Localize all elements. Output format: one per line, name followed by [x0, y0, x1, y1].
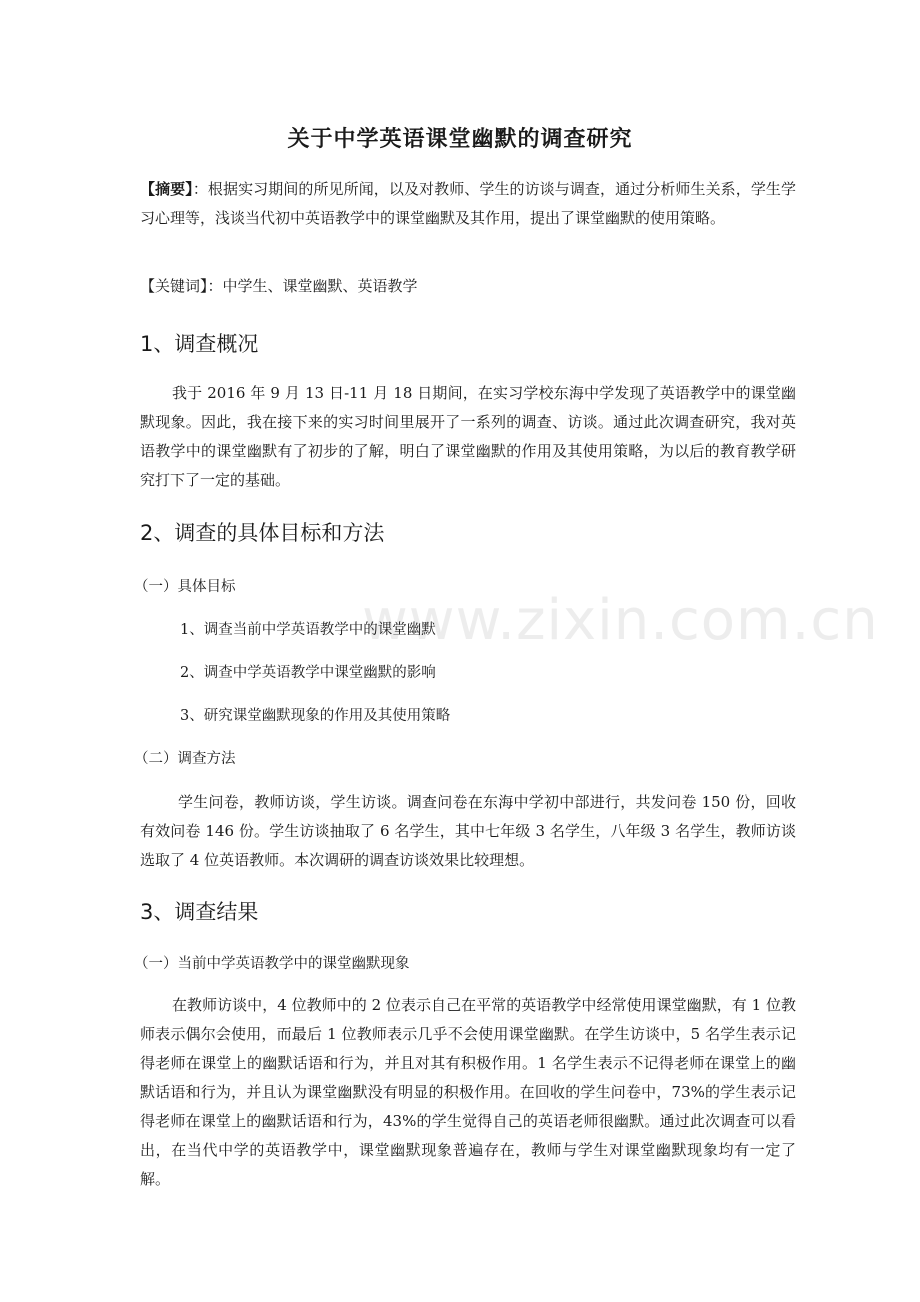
- goal-item-2: 2、调查中学英语教学中课堂幽默的影响: [180, 665, 436, 681]
- section2-body: 学生问卷，教师访谈，学生访谈。调查问卷在东海中学初中部进行，共发问卷 150 份，回收有效问卷 146 份。学生访谈抽取了 6 名学生，其中七年级 3 名学生，八年级 3 名学生，教师访谈选取了 4 位英语教师。本次调研的调查访谈效果比较理想。: [140, 793, 796, 869]
- goal-item-3: 3、研究课堂幽默现象的作用及其使用策略: [180, 708, 451, 724]
- abstract-label: 【摘要】: [140, 180, 193, 198]
- section3-body: 在教师访谈中，4 位教师中的 2 位表示自己在平常的英语教学中经常使用课堂幽默，有 1 位教师表示偶尔会使用，而最后 1 位教师表示几乎不会使用课堂幽默。在学生访谈中，5 名学生表示记得老师在课堂上的幽默话语和行为，并且对其有积极作用。1 名学生表示不记得老师在课堂上的幽默话语和行为，并且认为课堂幽默没有明显的积极作用。在回收的学生问卷中，73%的学生表示记得老师在课堂上的幽默话语和行为，43%的学生觉得自己的英语老师很幽默。通过此次调查可以看出，在当代中学的英语教学中，课堂幽默现象普遍存在，教师与学生对课堂幽默现象均有一定了解。: [140, 996, 796, 1188]
- goal-item-1: 1、调查当前中学英语教学中的课堂幽默: [180, 622, 436, 638]
- section2-heading: 2、调查的具体目标和方法: [140, 521, 385, 545]
- section2-sub-goals: （一）具体目标: [134, 579, 236, 595]
- abstract: [140, 175, 796, 233]
- document-title: 关于中学英语课堂幽默的调查研究: [287, 126, 633, 152]
- section3-heading: 3、调查结果: [140, 900, 259, 924]
- keywords: [140, 272, 796, 301]
- keywords-text: ：中学生、课堂幽默、英语教学: [207, 277, 418, 295]
- section1-body: 我于 2016 年 9 月 13 日-11 月 18 日期间，在实习学校东海中学发现了英语教学中的课堂幽默现象。因此，我在接下来的实习时间里展开了一系列的调查、访谈。通过此次调查研究，我对英语教学中的课堂幽默有了初步的了解，明白了课堂幽默的作用及其使用策略，为以后的教育教学研究打下了一定的基础。: [140, 384, 796, 489]
- keywords-label: 【关键词】: [140, 277, 208, 295]
- abstract-text: ：根据实习期间的所见所闻，以及对教师、学生的访谈与调查，通过分析师生关系，学生学习心理等，浅谈当代初中英语教学中的课堂幽默及其作用，提出了课堂幽默的使用策略。: [140, 180, 796, 227]
- section3-sub-phenomenon: （一）当前中学英语教学中的课堂幽默现象: [134, 956, 410, 972]
- watermark: www.zixin.com.cn: [362, 588, 879, 653]
- section1-heading: 1、调查概况: [140, 332, 259, 356]
- section2-sub-method: （二）调查方法: [134, 751, 236, 767]
